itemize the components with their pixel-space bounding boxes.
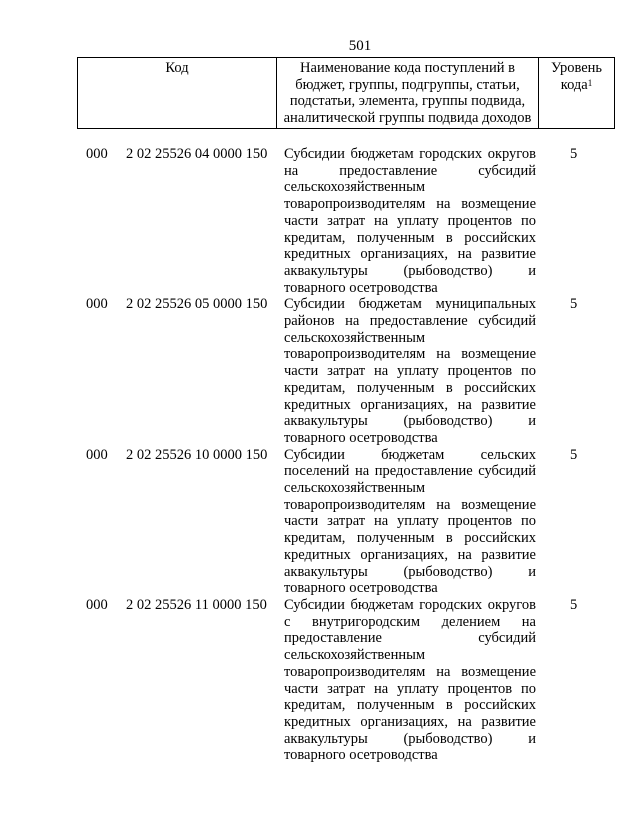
- row-code: 2 02 25526 05 0000 150: [126, 296, 268, 313]
- header-code-cell: [78, 58, 277, 128]
- row-code: 2 02 25526 04 0000 150: [126, 146, 268, 162]
- header-level-label: Уровень кода: [550, 60, 603, 93]
- row-code-prefix: 000: [86, 596, 108, 613]
- row-description: Субсидии бюджетам сельских поселений на предоставление субсидий сельскохозяйственным товаропроизводителям на возмещение части затрат на уплату процентов по кредитам, полученным в российских кредитных организациях, на развитие аквакультуры (рыбоводство) и товарного осетроводства: [284, 446, 536, 597]
- table-row: [0, 296, 640, 446]
- row-description: Субсидии бюджетам городских округов на предоставление субсидий сельскохозяйственным товаропроизводителям на возмещение части затрат на уплату процентов по кредитам, полученным в российских кредитных организациях, на развитие аквакультуры (рыбоводство) и товарного осетроводства: [284, 146, 536, 296]
- table-header: [77, 57, 615, 129]
- row-code-prefix: 000: [86, 446, 108, 463]
- header-code-label: Код: [165, 60, 189, 76]
- row-description: Субсидии бюджетам муниципальных районов на предоставление субсидий сельскохозяйственным товаропроизводителям на возмещение части затрат на уплату процентов по кредитам, полученным в российских кредитных организациях, на развитие аквакультуры (рыбоводство) и товарного осетроводства: [284, 296, 536, 446]
- header-level-footnote: 1: [587, 77, 593, 88]
- row-level: 5: [570, 446, 578, 463]
- row-level: 5: [570, 296, 578, 313]
- row-code-prefix: 000: [86, 146, 108, 162]
- page-number: 501: [348, 38, 372, 54]
- row-level: 5: [570, 146, 578, 162]
- row-code: 2 02 25526 10 0000 150: [126, 446, 268, 463]
- table-row: [0, 146, 640, 296]
- table-row: [0, 597, 640, 764]
- row-code: 2 02 25526 11 0000 150: [126, 596, 267, 613]
- row-level: 5: [570, 596, 578, 613]
- header-name-cell: [277, 58, 539, 128]
- header-level-cell: [539, 58, 614, 128]
- row-description: Субсидии бюджетам городских округов с внутригородским делением на предоставление субсидий сельскохозяйственным товаропроизводителям на возмещение части затрат на уплату процентов по кредитам, полученным в российских кредитных организациях, на развитие аквакультуры (рыбоводство) и товарного осетроводства: [284, 596, 536, 764]
- table-row: [0, 447, 640, 597]
- header-name-label: Наименование кода поступлений в бюджет, группы, подгруппы, статьи, подстатьи, элемента, группы подвида, аналитической группы подвида доходов: [283, 60, 532, 127]
- table-body: [0, 146, 640, 764]
- row-code-prefix: 000: [86, 296, 108, 313]
